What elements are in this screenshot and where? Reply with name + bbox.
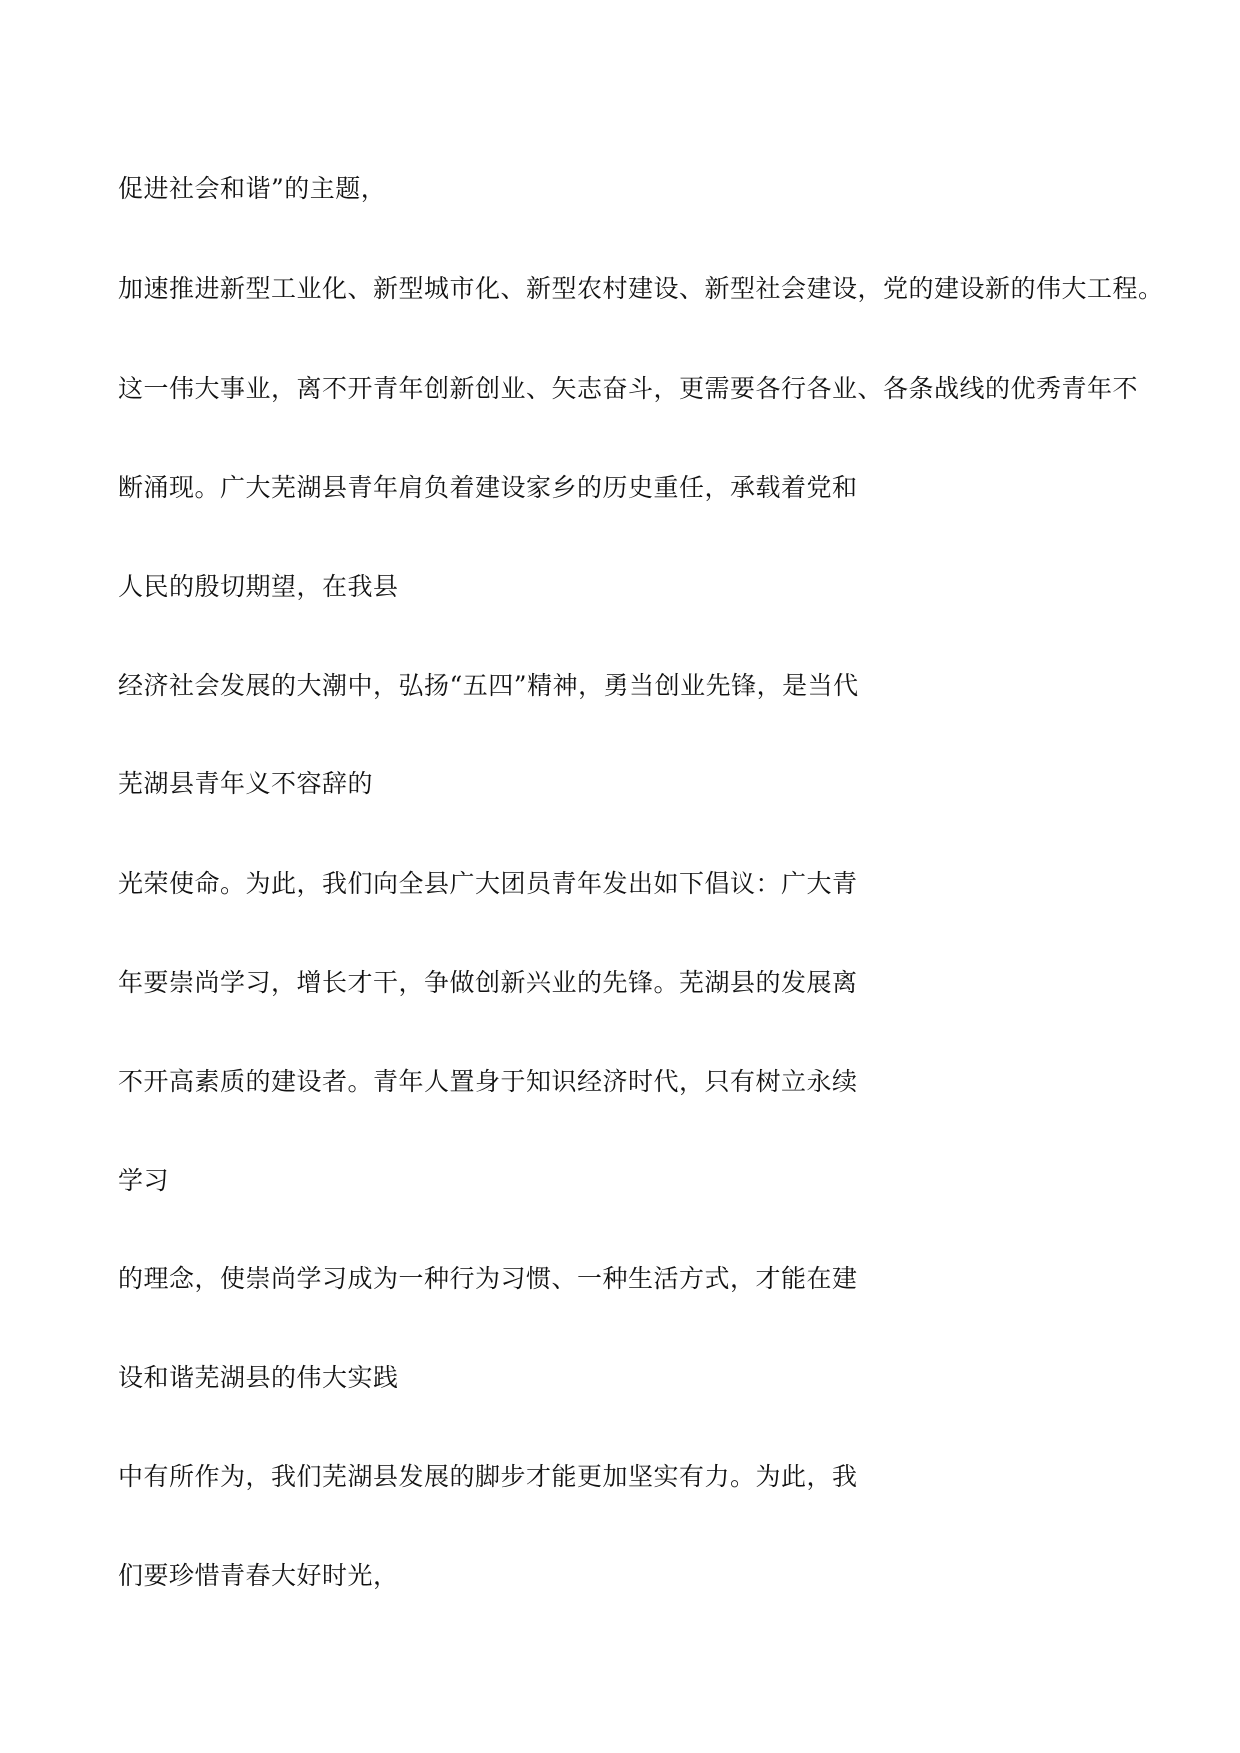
text-line: 芜湖县青年义不容辞的 <box>118 769 374 798</box>
text-line: 经济社会发展的大潮中，弘扬“五四”精神，勇当创业先锋，是当代 <box>118 671 859 700</box>
text-line: 们要珍惜青春大好时光， <box>118 1561 399 1590</box>
text-line: 中有所作为，我们芜湖县发展的脚步才能更加坚实有力。为此，我 <box>118 1462 858 1491</box>
text-line: 学习 <box>118 1166 170 1195</box>
text-line: 加速推进新型工业化、新型城市化、新型农村建设、新型社会建设，党的建设新的伟大工程。 <box>118 274 1164 303</box>
text-line: 这一伟大事业，离不开青年创新创业、矢志奋斗，更需要各行各业、各条战线的优秀青年不 <box>118 374 1139 403</box>
text-line: 不开高素质的建设者。青年人置身于知识经济时代，只有树立永续 <box>118 1067 858 1096</box>
text-line: 年要崇尚学习，增长才干，争做创新兴业的先锋。芜湖县的发展离 <box>118 968 858 997</box>
text-line: 促进社会和谐”的主题， <box>118 174 387 203</box>
text-line: 光荣使命。为此，我们向全县广大团员青年发出如下倡议：广大青 <box>118 869 858 898</box>
text-line: 设和谐芜湖县的伟大实践 <box>118 1363 399 1392</box>
text-line: 人民的殷切期望，在我县 <box>118 572 399 601</box>
text-line: 的理念，使崇尚学习成为一种行为习惯、一种生活方式，才能在建 <box>118 1264 858 1293</box>
text-line: 断涌现。广大芜湖县青年肩负着建设家乡的历史重任，承载着党和 <box>118 473 858 502</box>
